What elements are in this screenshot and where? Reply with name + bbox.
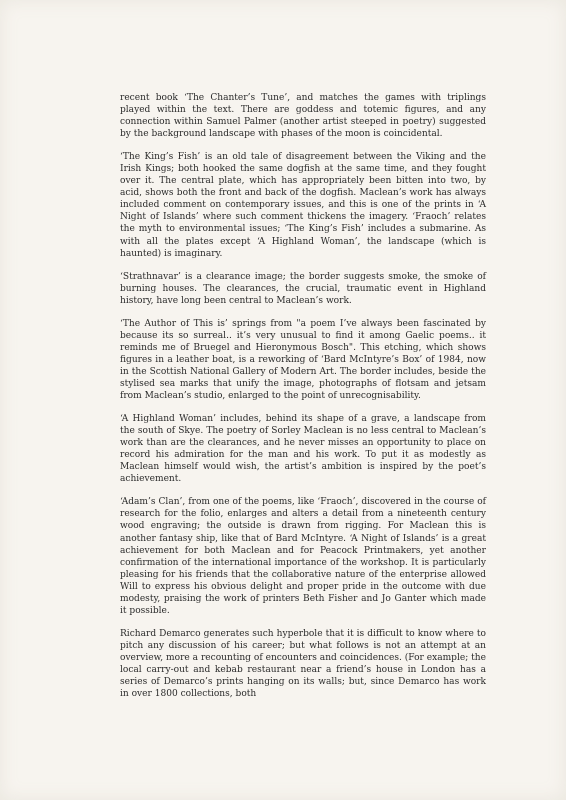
paragraph-adams-clan: ‘Adam’s Clan’, from one of the poems, like ‘Fraoch’, discovered in the course of research for the folio, enlarges and alters a detail from a nineteenth century wood engraving; the outside is drawn from rigging. For Maclean this is another fantasy ship, like that of Bard McIntyre. ‘A Night of Islands’ is a great achievement for both Maclean and for Peacock Printmakers, yet another confirmation of the international importance of the workshop. It is particularly pleasing for his friends that the collaborative nature of the enterprise allowed Will to express his obvious delight and proper pride in the outcome with due modesty, praising the work of printers Beth Fisher and Jo Ganter which made it possible.	[120, 497, 486, 616]
paragraph-chanters-tune: recent book ‘The Chanter’s Tune’, and matches the games with triplings played within the text. There are goddess and totemic figures, and any connection within Samuel Palmer (another artist steeped in poetry) suggested by the background landscape with phases of the moon is coincidental.	[120, 93, 486, 140]
paragraph-richard-demarco: Richard Demarco generates such hyperbole that it is difficult to know where to pitch any discussion of his career; but what follows is not an attempt at an overview, more a recounting of encounters and coincidences. (For example; the local carry-out and kebab restaurant near a friend’s house in London has a series of Demarco’s prints hanging on its walls; but, since Demarco has work in over 1800 collections, both	[120, 628, 486, 700]
paragraph-highland-woman: ‘A Highland Woman’ includes, behind its shape of a grave, a landscape from the south of Skye. The poetry of Sorley Maclean is no less central to Maclean’s work than are the clearances, and he never misses an opportunity to place on record his admiration for the man and his work. To put it as modestly as Maclean himself would wish, the artist’s ambition is inspired by the poet’s achievement.	[120, 414, 486, 485]
paragraph-author-of-this-is: ‘The Author of This is’ springs from "a poem I’ve always been fascinated by because its so surreal.. it’s very unusual to find it among Gaelic poems.. it reminds me of Bruegel and Hieronymous Bosch". This etching, which shows figures in a leather boat, is a reworking of ‘Bard McIntyre’s Box’ of 1984, now in the Scottish National Gallery of Modern Art. The border includes, beside the stylised sea marks that unify the image, photographs of flotsam and jetsam from Maclean’s studio, enlarged to the point of unrecognisability.	[120, 318, 486, 402]
paragraph-strathnavar: ‘Strathnavar’ is a clearance image; the border suggests smoke, the smoke of burning houses. The clearances, the crucial, traumatic event in Highland history, have long been central to Maclean’s work.	[120, 271, 486, 306]
paragraph-kings-fish: ‘The King’s Fish’ is an old tale of disagreement between the Viking and the Irish Kings; both hooked the same dogfish at the same time, and they fought over it. The central plate, which has appropriately been bitten into two, by acid, shows both the front and back of the dogfish. Maclean’s work has always included comment on contemporary issues, and this is one of the prints in ‘A Night of Islands’ where such comment thickens the imagery. ‘Fraoch’ relates the myth to environmental issues; ‘The King’s Fish’ includes a submarine. As with all the plates except ‘A Highland Woman’, the landscape (which is haunted) is imaginary.	[120, 152, 486, 259]
body-text	[120, 92, 486, 711]
